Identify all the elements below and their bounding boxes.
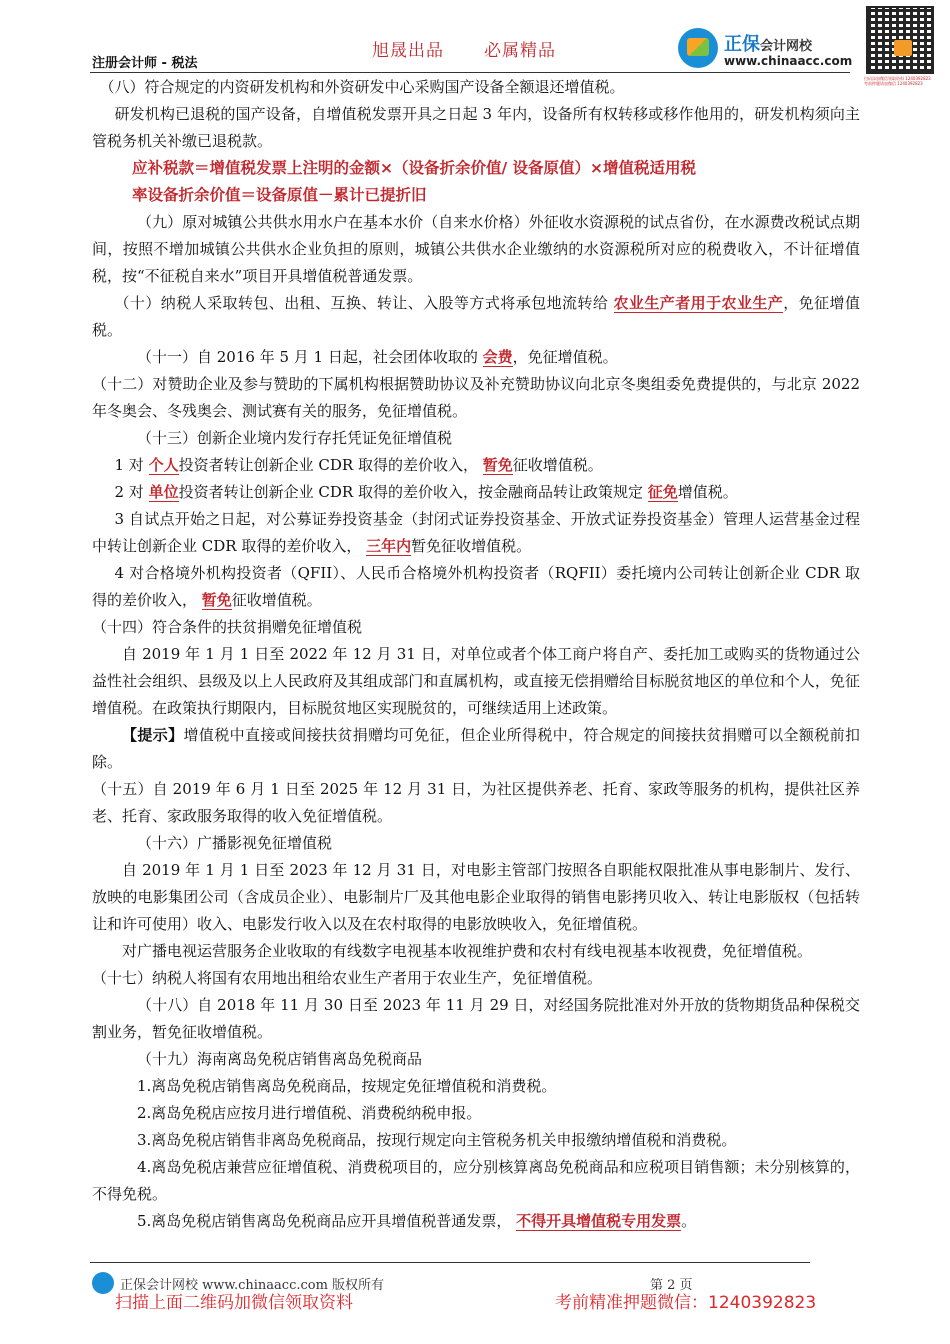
list-item bbox=[92, 1208, 860, 1235]
section-heading: （十六）广播影视免征增值税 bbox=[137, 834, 333, 852]
paragraph: 研发机构已退税的国产设备，自增值税发票开具之日起 3 年内，设备所有权转移或移作他用的，研发机构须向主管税务机关补缴已退税款。 bbox=[92, 105, 860, 150]
header-slogan bbox=[372, 36, 596, 61]
formula-line: 率设备折余价值＝设备原值－累计已提折旧 bbox=[132, 186, 427, 204]
highlight: 暂免 bbox=[482, 456, 513, 474]
text: 1 对 bbox=[114, 456, 149, 474]
text: 。 bbox=[681, 1212, 697, 1230]
paragraph bbox=[92, 344, 860, 371]
list-item: 3.离岛免税店销售非离岛免税商品，按现行规定向主管税务机关申报缴纳增值税和消费税。 bbox=[137, 1131, 737, 1149]
highlight: 不得开具增值税专用发票 bbox=[516, 1212, 682, 1230]
footer-promo-right[interactable]: 考前精准押题微信：1240392823 bbox=[555, 1293, 817, 1313]
section-heading: （十三）创新企业境内发行存托凭证免征增值税 bbox=[137, 429, 453, 447]
text: 投资者转让创新企业 CDR 取得的差价收入，按金融商品转让政策规定 bbox=[178, 483, 648, 501]
tip-label: 【提示】 bbox=[122, 726, 184, 744]
paragraph bbox=[92, 290, 860, 344]
footer-promo-left[interactable]: 扫描上面二维码加微信领取资料 bbox=[115, 1293, 353, 1313]
list-item: 4.离岛免税店兼营应征增值税、消费税项目的，应分别核算离岛免税商品和应税项目销售额；未分别核算的，不得免税。 bbox=[92, 1158, 860, 1203]
text: 暂免征收增值税。 bbox=[411, 537, 532, 555]
footer-logo-icon bbox=[92, 1272, 114, 1294]
list-item bbox=[92, 479, 860, 506]
highlight: 三年内 bbox=[366, 537, 412, 555]
document-body bbox=[92, 74, 860, 1235]
logo-sub: 会计网校 bbox=[760, 39, 813, 54]
brand-logo[interactable] bbox=[678, 28, 860, 74]
highlight: 征免 bbox=[647, 483, 678, 501]
logo-name: 正保 bbox=[724, 34, 760, 55]
slogan-2: 必属精品 bbox=[484, 41, 556, 61]
slogan-1: 旭晟出品 bbox=[372, 41, 444, 61]
highlight: 个人 bbox=[148, 456, 179, 474]
logo-icon bbox=[678, 28, 718, 68]
text: （十）纳税人采取转包、出租、互换、转让、入股等方式将承包地流转给 bbox=[114, 294, 614, 312]
footer-copyright: 正保会计网校 www.chinaacc.com 版权所有 bbox=[120, 1278, 385, 1293]
logo-url: www.chinaacc.com bbox=[724, 54, 853, 68]
paragraph: （十八）自 2018 年 11 月 30 日至 2023 年 11 月 29 日，对经国务院批准对外开放的货物期货品种保税交割业务，暂免征收增值税。 bbox=[92, 996, 860, 1041]
text: 增值税中直接或间接扶贫捐赠均可免征，但企业所得税中，符合规定的间接扶贫捐赠可以全额税前扣除。 bbox=[92, 726, 860, 771]
text: ，免征增值税。 bbox=[92, 294, 860, 339]
footer-divider bbox=[90, 1262, 810, 1263]
text: 投资者转让创新企业 CDR 取得的差价收入， bbox=[178, 456, 483, 474]
paragraph: （十二）对赞助企业及参与赞助的下属机构根据赞助协议及补充赞助协议向北京冬奥组委免费提供的，与北京 2022 年冬奥会、冬残奥会、测试赛有关的服务，免征增值税。 bbox=[92, 375, 860, 420]
course-title: 注册会计师 - 税法 bbox=[92, 56, 198, 71]
paragraph: （八）符合规定的内资研发机构和外资研发中心采购国产设备全额退还增值税。 bbox=[99, 78, 625, 96]
highlight: 单位 bbox=[148, 483, 179, 501]
list-item: 2.离岛免税店应按月进行增值税、消费税纳税申报。 bbox=[137, 1104, 482, 1122]
paragraph: （十七）纳税人将国有农用地出租给农业生产者用于农业生产，免征增值税。 bbox=[92, 969, 603, 987]
text: 5.离岛免税店销售离岛免税商品应开具增值税普通发票， bbox=[137, 1212, 517, 1230]
list-item bbox=[92, 560, 860, 614]
section-heading: （十四）符合条件的扶贫捐赠免征增值税 bbox=[92, 618, 363, 636]
text: 3 自试点开始之日起，对公募证券投资基金（封闭式证券投资基金、开放式证券投资基金）管理人运营基金过程中转让创新企业 CDR 取得的差价收入， bbox=[92, 510, 860, 555]
paragraph: 自 2019 年 1 月 1 日至 2023 年 12 月 31 日，对电影主管部门按照各自职能权限批准从事电影制片、发行、放映的电影集团公司（含成员企业）、电影制片厂及其他电影企业取得的销售电影拷贝收入、转让电影版权（包括转让和许可使用）收入、电影发行收入以及在农村取得的电影放映收入，免征增值税。 bbox=[92, 861, 860, 933]
text: 征收增值税。 bbox=[231, 591, 322, 609]
highlight: 农业生产者用于农业生产 bbox=[613, 294, 784, 312]
paragraph: 自 2019 年 1 月 1 日至 2022 年 12 月 31 日，对单位或者个体工商户将自产、委托加工或购买的货物通过公益性社会组织、县级及以上人民政府及其组成部门和直属机构，或直接无偿捐赠给目标脱贫地区的单位和个人，免征增值税。在政策执行期限内，目标脱贫地区实现脱贫的，可继续适用上述政策。 bbox=[92, 645, 860, 717]
text: ，免征增值税。 bbox=[512, 348, 618, 366]
text: 增值税。 bbox=[677, 483, 738, 501]
section-heading: （十九）海南离岛免税店销售离岛免税商品 bbox=[137, 1050, 423, 1068]
list-item: 1.离岛免税店销售离岛免税商品，按规定免征增值税和消费税。 bbox=[137, 1077, 557, 1095]
paragraph: （十五）自 2019 年 6 月 1 日至 2025 年 12 月 31 日，为社区提供养老、托育、家政等服务的机构，提供社区养老、托育、家政服务取得的收入免征增值税。 bbox=[92, 780, 860, 825]
paragraph: （九）原对城镇公共供水用水户在基本水价（自来水价格）外征收水资源税的试点省份，在水源费改税试点期间，按照不增加城镇公共供水企业负担的原则，城镇公共供水企业缴纳的水资源税所对应的税费收入，不计征增值税，按“不征税自来水”项目开具增值税普通发票。 bbox=[92, 213, 860, 285]
paragraph bbox=[92, 722, 860, 776]
paragraph: 对广播电视运营服务企业收取的有线数字电视基本收视维护费和农村有线电视基本收视费，免征增值税。 bbox=[122, 942, 813, 960]
text: （十一）自 2016 年 5 月 1 日起，社会团体收取的 bbox=[137, 348, 483, 366]
text: 4 对合格境外机构投资者（QFII）、人民币合格境外机构投资者（RQFII）委托境内公司转让创新企业 CDR 取得的差价收入， bbox=[92, 564, 860, 609]
text: 征收增值税。 bbox=[512, 456, 603, 474]
highlight: 暂免 bbox=[201, 591, 232, 609]
formula-line: 应补税款＝增值税发票上注明的金额×（设备折余价值/ 设备原值）×增值税适用税 bbox=[132, 159, 697, 177]
qr-badge-icon bbox=[894, 40, 912, 56]
qr-note: 扫码添加微信领取资料 1240392823 考前押题请加微信 1240392823 bbox=[864, 76, 931, 86]
header-divider bbox=[90, 72, 850, 73]
text: 2 对 bbox=[114, 483, 149, 501]
highlight: 会费 bbox=[482, 348, 513, 366]
page-number: 第 2 页 bbox=[650, 1278, 693, 1293]
list-item bbox=[92, 452, 860, 479]
list-item bbox=[92, 506, 860, 560]
